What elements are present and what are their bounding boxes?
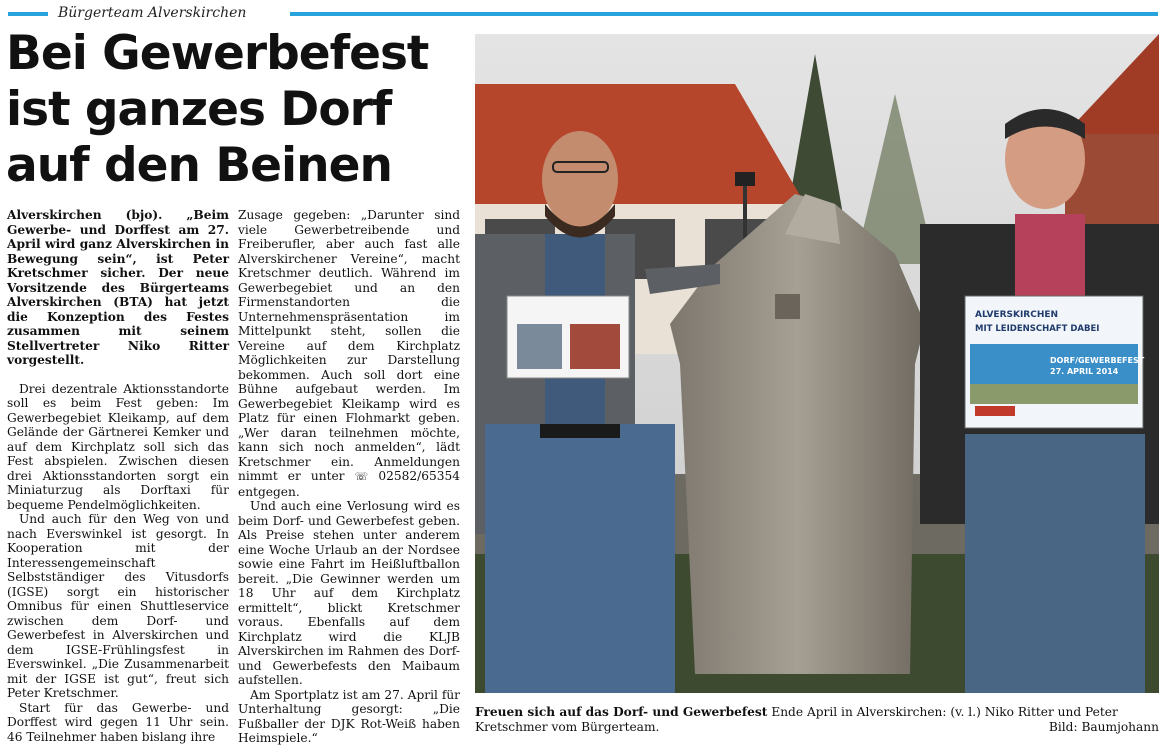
jeans-right xyxy=(965,434,1145,693)
flyer-photo xyxy=(570,324,620,369)
flyer-photo xyxy=(517,324,562,369)
poster-title: ALVERSKIRCHEN xyxy=(975,310,1059,320)
monument-window xyxy=(775,294,800,319)
headline-line-1: Bei Gewerbefest xyxy=(6,26,429,81)
section-header xyxy=(8,4,1158,22)
article-column-1 xyxy=(7,208,229,744)
phone-number: 02582/65354 xyxy=(378,469,461,483)
article-paragraph: Start für das Gewerbe- und Dorffest wird gegen 11 Uhr sein. 46 Teilnehmer haben bislang ihre xyxy=(7,700,229,744)
poster-event: DORF/GEWERBEFEST xyxy=(1050,356,1145,365)
article-paragraph: Und auch für den Weg von und nach Everswinkel ist gesorgt. In Kooperation mit der Interessengemeinschaft Selbstständiger des Vitusdorfs (IGSE) sorgt ein historischer Omnibus für einen Shuttleservice zwischen dem Dorf- und Gewerbefest in Alverskirchen und dem IGSE-Frühlingsfest in Everswinkel. „Die Zusammenarbeit mit der IGSE ist gut“, freut sich Peter Kretschmer. xyxy=(7,512,229,700)
article-paragraph: Am Sportplatz ist am 27. April für Unterhaltung gesorgt: „Die Fußballer der DJK Rot-Weiß haben Heimspiele.“ xyxy=(238,687,460,745)
jeans-left xyxy=(485,424,675,693)
photo-illustration xyxy=(475,34,1159,693)
face-left xyxy=(542,131,618,227)
article-text: Zusage gegeben: „Darunter sind viele Gewerbetreibende und Freiberufler, aber auch fast alle Alverskirchener Vereine“, macht Kretschmer deutlich. Während im Gewerbegebiet und an den Firmenstandorten die Unternehmenspräsentation im Mittelpunkt steht, sollen die Vereine auf dem Kirchplatz Möglichkeiten zur Darstellung bekommen. Auch soll dort eine Bühne aufgebaut werden. Im Gewerbegebiet Kleikamp wird es Platz für einen Flohmarkt geben. „Wer daran teilnehmen möchte, kann sich noch anmelden“, lädt Kretschmer ein. Anmeldungen nimmt er unter xyxy=(238,208,460,483)
article-column-2 xyxy=(238,208,460,746)
photo-credit: Bild: Baumjohann xyxy=(1048,720,1159,734)
caption-bold: Freuen sich auf das Dorf- und Gewerbefest xyxy=(475,705,768,719)
article-photo xyxy=(475,34,1159,693)
poster-date: 27. APRIL 2014 xyxy=(1050,367,1119,376)
belt-left xyxy=(540,424,620,438)
headline-line-2: ist ganzes Dorf xyxy=(6,82,392,137)
phone-icon: ☏ xyxy=(354,470,369,483)
poster-subtitle: MIT LEIDENSCHAFT DABEI xyxy=(975,324,1100,334)
caption-text: Ende April in Alverskirchen: (v. l.) Niko Ritter und Peter Kretschmer vom Bürgerteam. xyxy=(475,705,1118,734)
article-text: entgegen. xyxy=(238,484,300,499)
section-rule-right xyxy=(290,12,1158,16)
article-paragraph xyxy=(238,208,460,499)
section-rule-left xyxy=(8,12,48,16)
headline xyxy=(6,26,466,194)
article-paragraph: Und auch eine Verlosung wird es beim Dorf- und Gewerbefest geben. Als Preise stehen unter anderem eine Woche Urlaub an der Nordsee sowie eine Fahrt im Heißluftballon bereit. „Die Gewinner werden um 18 Uhr auf dem Kirchplatz ermittelt“, blickt Kretschmer voraus. Ebenfalls auf dem Kirchplatz wird die KLJB Alverskirchen im Rahmen des Dorf- und Gewerbefests den Maibaum aufstellen. xyxy=(238,499,460,687)
lamp-head xyxy=(735,172,755,186)
article-paragraph: Drei dezentrale Aktionsstandorte soll es beim Fest geben: Im Gewerbegebiet Kleikamp, auf dem Gelände der Gärtnerei Kemker und auf dem Kirchplatz soll sich das Fest abspielen. Zwischen diesen drei Aktionsstandorten sorgt ein Miniaturzug als Dorftaxi für bequeme Pendelmöglichkeiten. xyxy=(7,381,229,512)
article-lead: Alverskirchen (bjo). „Beim Gewerbe- und Dorffest am 27. April wird ganz Alverskirchen in Bewegung sein“, ist Peter Kretschmer sicher. Der neue Vorsitzende des Bürgerteams Alverskirchen (BTA) hat jetzt die Konzeption des Festes zusammen mit seinem Stellvertreter Niko Ritter vorgestellt. xyxy=(7,208,229,367)
headline-line-3: auf den Beinen xyxy=(6,138,392,193)
poster xyxy=(965,296,1145,428)
section-label: Bürgerteam Alverskirchen xyxy=(58,5,247,21)
